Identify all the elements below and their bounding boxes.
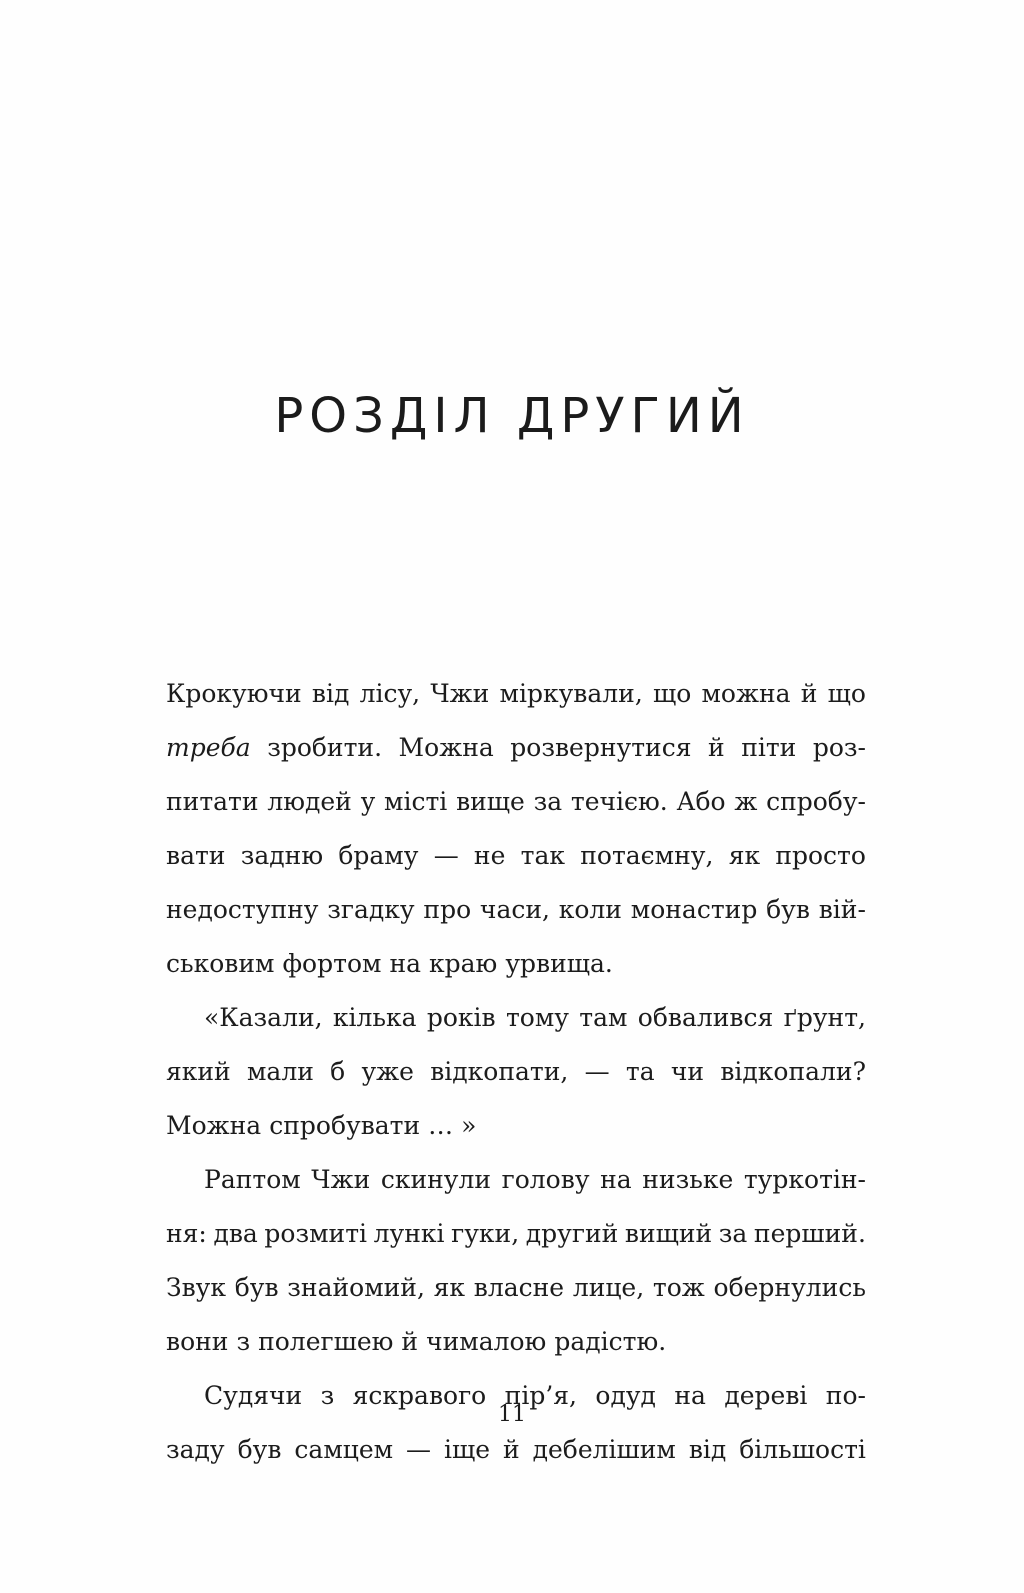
text-line: треба зробити. Можна розвернутися й піти роз- — [166, 733, 866, 762]
text-line: вати задню браму — не так потаємну, як просто — [166, 841, 866, 870]
text-line: «Казали, кілька років тому там обвалився ґрунт, — [204, 1003, 866, 1032]
text-line: який мали б уже відкопати, — та чи відкопали? — [166, 1057, 866, 1086]
body-text — [166, 667, 866, 1477]
text-line: ня: два розмиті лункі гуки, другий вищий за перший. — [166, 1219, 866, 1248]
text-line: Судячи з яскравого пір’я, одуд на дереві по- — [204, 1381, 866, 1410]
text-line: ськовим фортом на краю урвища. — [166, 949, 613, 978]
text-line: Раптом Чжи скинули голову на низьке туркотін- — [204, 1165, 866, 1194]
page-number: 11 — [498, 1402, 526, 1427]
text-line: вони з полегшею й чималою радістю. — [166, 1327, 667, 1356]
text-line: питати людей у місті вище за течією. Або ж спробу- — [166, 787, 866, 816]
text-line: Можна спробувати … » — [166, 1111, 477, 1140]
text-line: заду був самцем — іще й дебелішим від більшості — [166, 1435, 866, 1464]
text-line: Звук був знайомий, як власне лице, тож обернулись — [166, 1273, 866, 1302]
text-line: недоступну згадку про часи, коли монастир був вій- — [166, 895, 866, 924]
chapter-title: РОЗДІЛ ДРУГИЙ — [274, 388, 750, 444]
text-line: Крокуючи від лісу, Чжи міркували, що можна й що — [166, 679, 866, 708]
